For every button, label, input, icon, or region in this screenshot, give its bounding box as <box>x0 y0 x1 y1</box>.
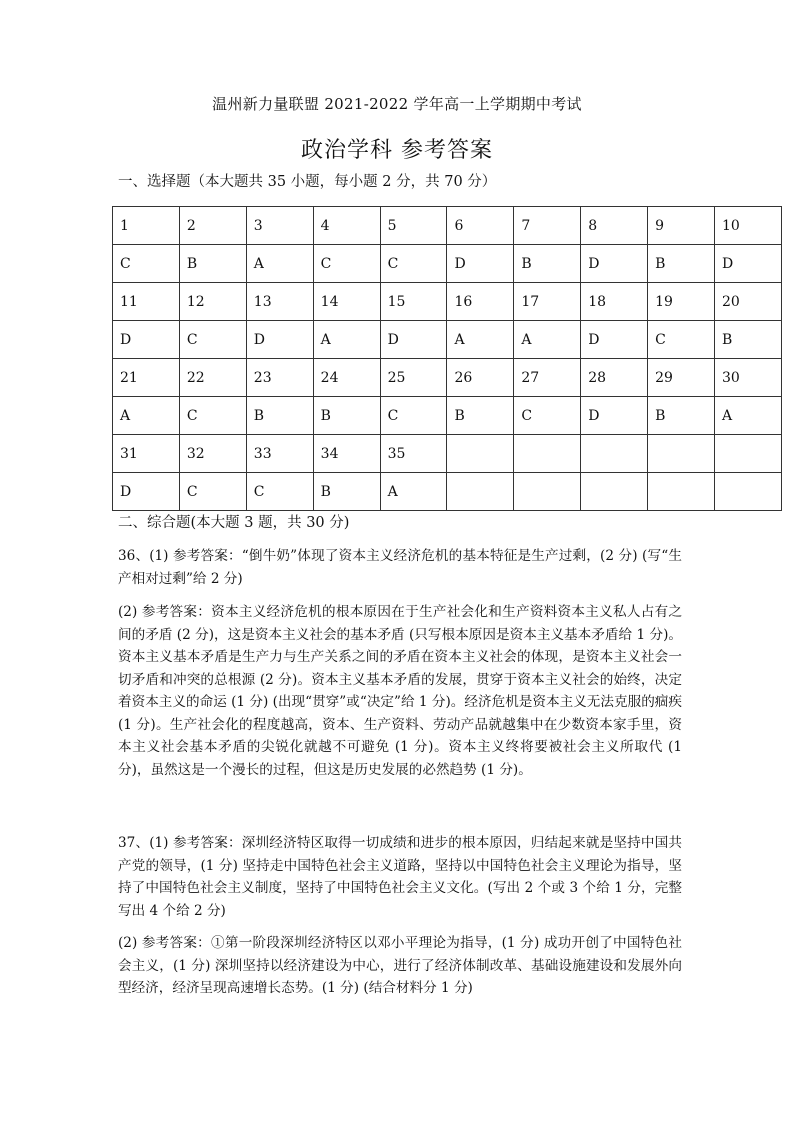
answer-cell <box>715 473 782 511</box>
question-number-cell: 24 <box>313 359 380 397</box>
answer-cell: C <box>246 473 313 511</box>
answer-cell: D <box>447 245 514 283</box>
question-number-cell: 30 <box>715 359 782 397</box>
answer-37-1: 37、(1) 参考答案：深圳经济特区取得一切成绩和进步的根本原因，归结起来就是坚持中国共产党的领导，(1 分) 坚持走中国特色社会主义道路，坚持以中国特色社会主义理论为指导，坚持了中国特色社会主义制度，坚持了中国特色社会主义文化。(写出 2 个或 3 个给 1 分，完整写出 4 个给 2 分) <box>118 835 682 919</box>
question-number-row <box>113 207 782 245</box>
answer-cell: D <box>113 321 180 359</box>
question-number-row <box>113 359 782 397</box>
question-number-cell: 27 <box>514 359 581 397</box>
question-number-cell <box>581 435 648 473</box>
question-number-cell: 31 <box>113 435 180 473</box>
question-number-cell: 22 <box>179 359 246 397</box>
question-number-cell <box>447 435 514 473</box>
question-number-cell: 17 <box>514 283 581 321</box>
answer-cell: C <box>113 245 180 283</box>
answer-cell <box>581 473 648 511</box>
question-number-cell: 10 <box>715 207 782 245</box>
answer-cell: C <box>179 473 246 511</box>
question-number-cell: 25 <box>380 359 447 397</box>
answer-cell: D <box>581 397 648 435</box>
answer-cell: B <box>648 397 715 435</box>
question-number-cell: 12 <box>179 283 246 321</box>
question-number-cell: 4 <box>313 207 380 245</box>
question-number-cell: 1 <box>113 207 180 245</box>
question-number-cell: 6 <box>447 207 514 245</box>
question-number-cell: 32 <box>179 435 246 473</box>
question-number-cell <box>648 435 715 473</box>
question-number-cell: 15 <box>380 283 447 321</box>
answer-cell: A <box>313 321 380 359</box>
question-number-cell: 26 <box>447 359 514 397</box>
question-number-cell: 5 <box>380 207 447 245</box>
question-number-cell: 3 <box>246 207 313 245</box>
question-number-cell: 33 <box>246 435 313 473</box>
section-heading-comprehensive: 二、综合题(本大题 3 题，共 30 分) <box>118 515 350 531</box>
question-number-cell: 21 <box>113 359 180 397</box>
question-number-cell: 34 <box>313 435 380 473</box>
answer-cell: B <box>447 397 514 435</box>
answer-cell: B <box>514 245 581 283</box>
question-number-cell: 20 <box>715 283 782 321</box>
question-number-cell: 11 <box>113 283 180 321</box>
page-title: 政治学科 参考答案 <box>301 138 493 163</box>
question-number-cell: 13 <box>246 283 313 321</box>
answer-cell: A <box>447 321 514 359</box>
answer-cell: C <box>380 397 447 435</box>
answer-cell: D <box>380 321 447 359</box>
question-number-cell <box>715 435 782 473</box>
answer-cell <box>648 473 715 511</box>
answer-letter-row <box>113 245 782 283</box>
question-number-cell <box>514 435 581 473</box>
question-number-row <box>113 283 782 321</box>
exam-title: 温州新力量联盟 2021-2022 学年高一上学期期中考试 <box>212 95 582 113</box>
answer-cell: C <box>380 245 447 283</box>
answer-cell: B <box>313 473 380 511</box>
answer-cell: B <box>179 245 246 283</box>
question-number-cell: 9 <box>648 207 715 245</box>
answer-cell <box>514 473 581 511</box>
answer-cell: D <box>581 245 648 283</box>
question-number-cell: 18 <box>581 283 648 321</box>
answer-letter-row <box>113 397 782 435</box>
answer-36-2: (2) 参考答案：资本主义经济危机的根本原因在于生产社会化和生产资料资本主义私人占有之间的矛盾 (2 分)，这是资本主义社会的基本矛盾 (只写根本原因是资本主义基本矛盾给 1 分)。资本主义基本矛盾是生产力与生产关系之间的矛盾在资本主义社会的体现，是资本主义社会一切矛盾和冲突的总根源 (2 分)。资本主义基本矛盾的发展，贯穿于资本主义社会的始终，决定着资本主义的命运 (1 分) (出现“贯穿”或“决定”给 1 分)。经济危机是资本主义无法克服的痼疾 (1 分)。生产社会化的程度越高，资本、生产资料、劳动产品就越集中在少数资本家手里，资本主义社会基本矛盾的尖锐化就越不可避免 (1 分)。资本主义终将要被社会主义所取代 (1 分)，虽然这是一个漫长的过程，但这是历史发展的必然趋势 (1 分)。 <box>118 604 682 778</box>
answer-37-2: (2) 参考答案：①第一阶段深圳经济特区以邓小平理论为指导，(1 分) 成功开创了中国特色社会主义，(1 分) 深圳坚持以经济建设为中心，进行了经济体制改革、基础设施建设和发展外向型经济，经济呈现高速增长态势。(1 分) (结合材料分 1 分) <box>118 935 682 996</box>
answer-letter-row <box>113 473 782 511</box>
answer-cell: C <box>648 321 715 359</box>
answer-cell: B <box>246 397 313 435</box>
question-number-cell: 7 <box>514 207 581 245</box>
question-number-cell: 23 <box>246 359 313 397</box>
answer-cell: B <box>715 321 782 359</box>
answer-cell: A <box>514 321 581 359</box>
question-number-cell: 19 <box>648 283 715 321</box>
question-number-cell: 35 <box>380 435 447 473</box>
answer-cell: A <box>715 397 782 435</box>
answer-cell: A <box>113 397 180 435</box>
answer-cell <box>447 473 514 511</box>
answer-table <box>112 206 782 511</box>
answer-cell: A <box>380 473 447 511</box>
answer-cell: D <box>246 321 313 359</box>
answer-cell: D <box>581 321 648 359</box>
question-number-cell: 8 <box>581 207 648 245</box>
question-number-cell: 29 <box>648 359 715 397</box>
question-number-cell: 28 <box>581 359 648 397</box>
question-number-row <box>113 435 782 473</box>
answer-cell: D <box>715 245 782 283</box>
answer-letter-row <box>113 321 782 359</box>
answer-36-1: 36、(1) 参考答案：“倒牛奶”体现了资本主义经济危机的基本特征是生产过剩，(2 分) (写“生产相对过剩”给 2 分) <box>118 548 682 587</box>
answer-cell: A <box>246 245 313 283</box>
answer-cell: B <box>313 397 380 435</box>
answer-cell: C <box>179 321 246 359</box>
answer-cell: C <box>514 397 581 435</box>
question-number-cell: 14 <box>313 283 380 321</box>
answer-cell: D <box>113 473 180 511</box>
answer-cell: C <box>313 245 380 283</box>
question-number-cell: 16 <box>447 283 514 321</box>
answer-cell: C <box>179 397 246 435</box>
question-number-cell: 2 <box>179 207 246 245</box>
answer-cell: B <box>648 245 715 283</box>
section-heading-choice: 一、选择题（本大题共 35 小题，每小题 2 分，共 70 分） <box>118 174 497 190</box>
